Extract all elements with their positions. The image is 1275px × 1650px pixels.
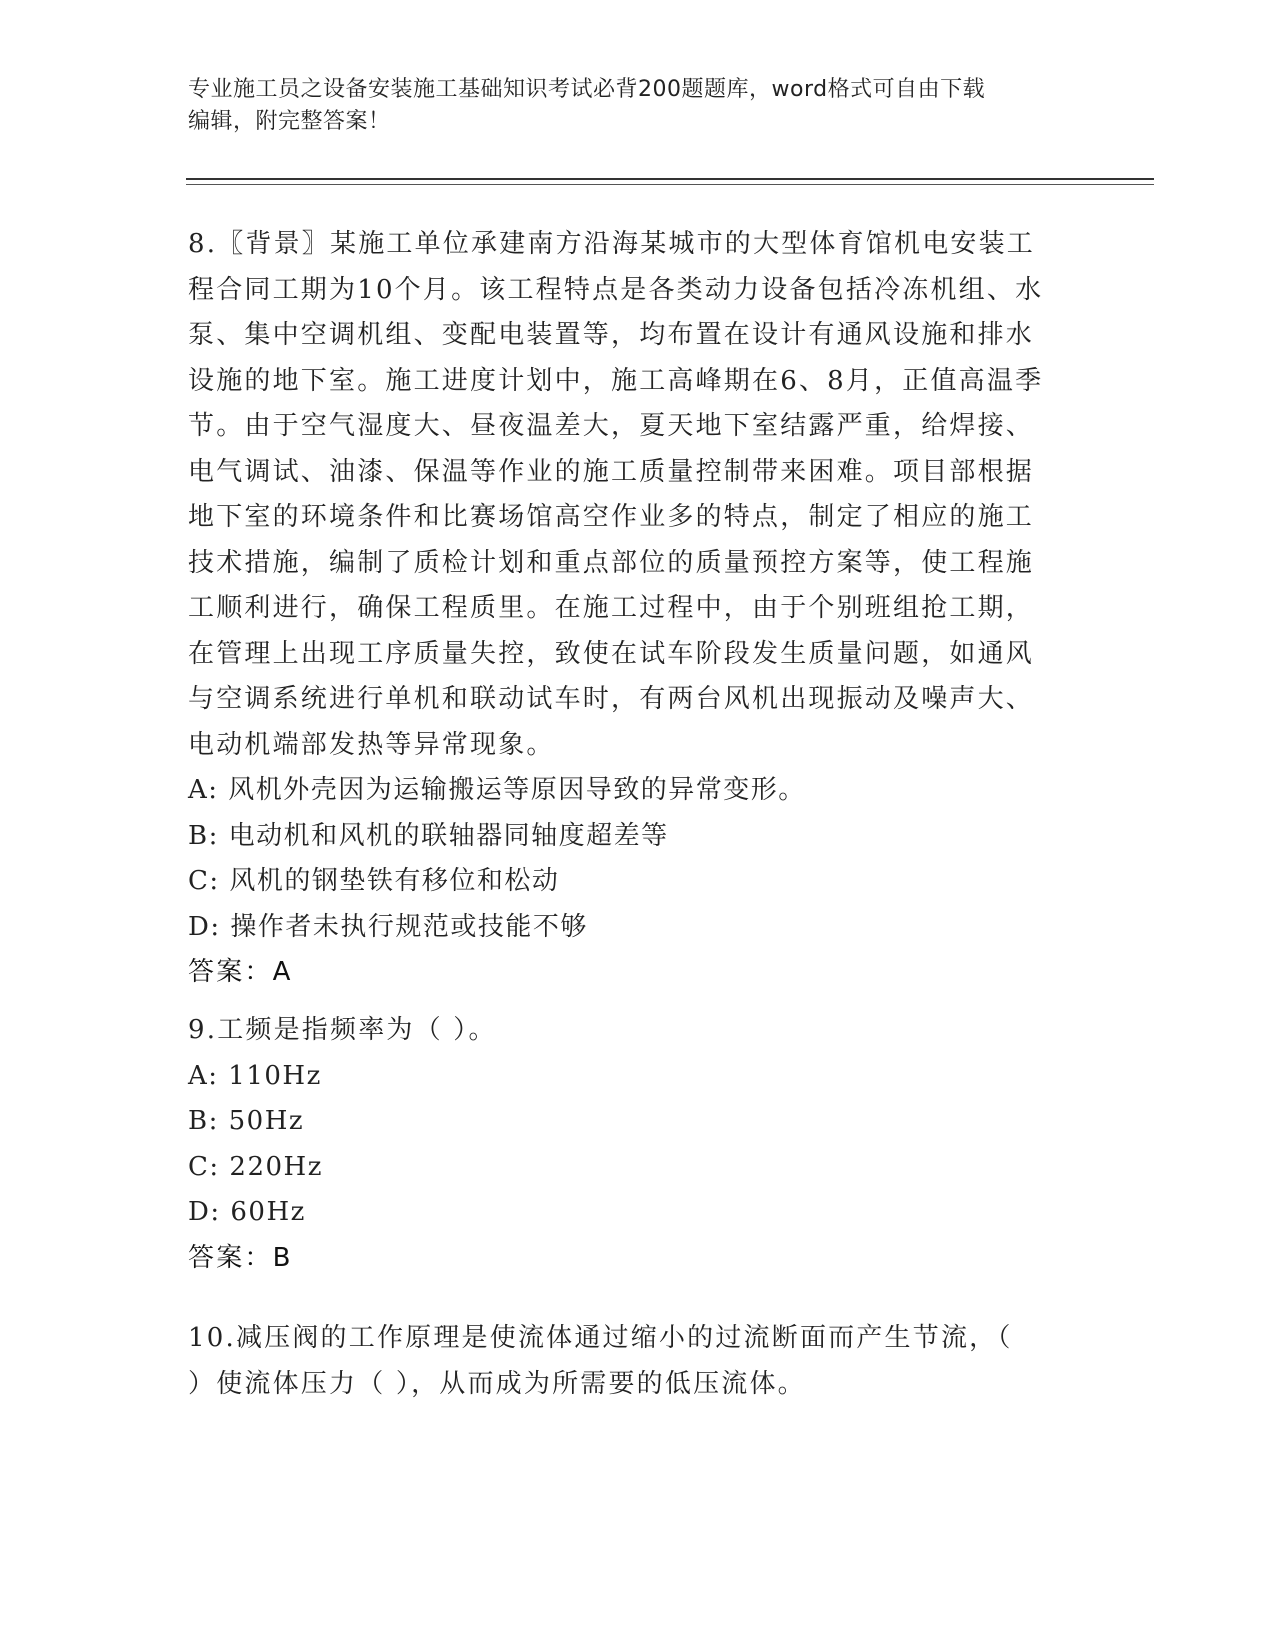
header-divider-thick <box>186 178 1154 180</box>
option-a: A: 110Hz <box>188 1060 322 1091</box>
answer-label: 答案：B <box>188 1242 293 1273</box>
question-stem-line: 设施的地下室。施工进度计划中，施工高峰期在6、8月，正值高温季 <box>188 365 1044 396</box>
question-stem-line: 与空调系统进行单机和联动试车时，有两台风机出现振动及噪声大、 <box>188 684 1035 714</box>
question-stem-line: 10.减压阀的工作原理是使流体通过缩小的过流断面而产生节流，（ <box>188 1323 1013 1353</box>
question-9 <box>188 1008 1068 1281</box>
option-d: D: 60Hz <box>188 1197 306 1227</box>
option-c: C: 风机的钢垫铁有移位和松动 <box>188 866 560 896</box>
question-stem-line: 工顺利进行，确保工程质里。在施工过程中，由于个别班组抢工期， <box>188 593 1035 623</box>
question-stem-line: 节。由于空气湿度大、昼夜温差大，夏天地下室结露严重，给焊接、 <box>188 411 1035 441</box>
question-stem-line: 技术措施，编制了质检计划和重点部位的质量预控方案等，使工程施 <box>188 547 1035 578</box>
option-b: B: 50Hz <box>188 1106 305 1136</box>
question-stem-line: 泵、集中空调机组、变配电装置等，均布置在设计有通风设施和排水 <box>188 320 1035 350</box>
question-stem-line: 在管理上出现工序质量失控，致使在试车阶段发生质量问题，如通风 <box>188 638 1035 669</box>
header-divider-thin <box>186 184 1154 185</box>
option-a: A: 风机外壳因为运输搬运等原因导致的异常变形。 <box>188 775 806 805</box>
question-stem-line: 电动机端部发热等异常现象。 <box>188 729 555 760</box>
question-10 <box>188 1316 1068 1407</box>
option-c: C: 220Hz <box>188 1151 323 1182</box>
option-b: B: 电动机和风机的联轴器同轴度超差等 <box>188 820 669 851</box>
question-stem-line: 9.工频是指频率为（ ）。 <box>188 1015 497 1045</box>
page-header <box>188 74 1088 138</box>
question-stem-line: 地下室的环境条件和比赛场馆高空作业多的特点，制定了相应的施工 <box>188 502 1035 532</box>
header-title-line-1: 专业施工员之设备安装施工基础知识考试必背200题题库，word格式可自由下载 <box>188 77 986 102</box>
question-stem-line: 程合同工期为10个月。该工程特点是各类动力设备包括冷冻机组、水 <box>188 274 1044 305</box>
question-stem-line: 8.〖背景〗某施工单位承建南方沿海某城市的大型体育馆机电安装工 <box>188 229 1036 259</box>
option-d: D: 操作者未执行规范或技能不够 <box>188 911 588 942</box>
question-stem-line: ）使流体压力（ ），从而成为所需要的低压流体。 <box>188 1368 806 1399</box>
header-title-line-2: 编辑，附完整答案！ <box>188 109 391 134</box>
answer-label: 答案：A <box>188 957 293 987</box>
question-8 <box>188 222 1068 996</box>
question-stem-line: 电气调试、油漆、保温等作业的施工质量控制带来困难。项目部根据 <box>188 456 1035 487</box>
